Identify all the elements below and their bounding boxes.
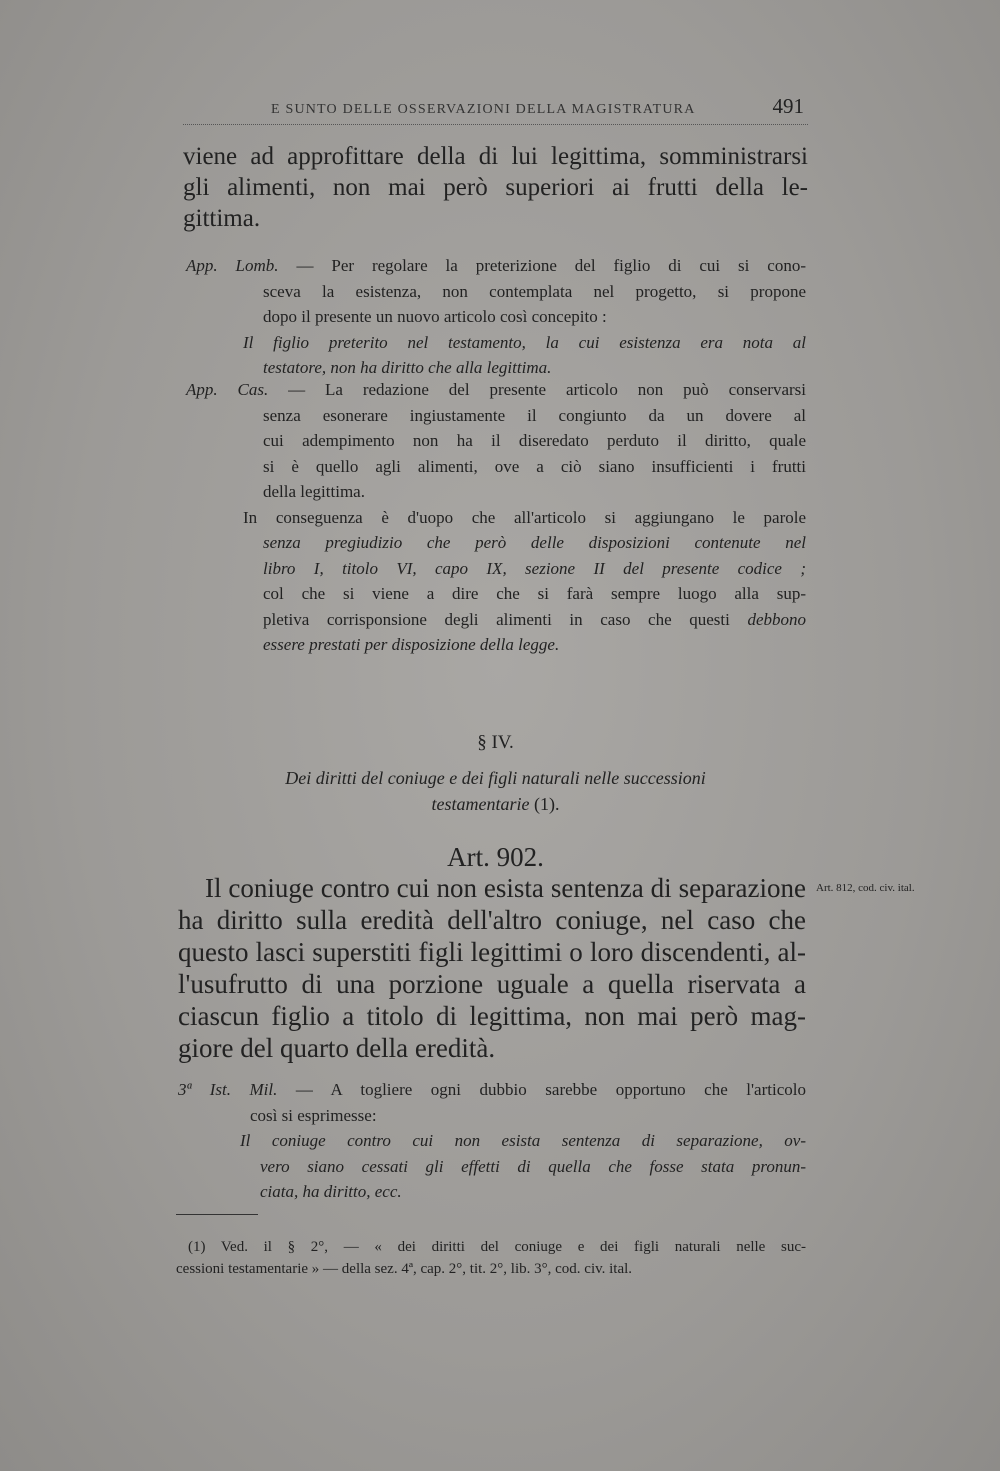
- source-label: App. Cas.: [186, 380, 269, 399]
- article-heading: Art. 902.: [447, 842, 544, 872]
- text-line: senza esonerare ingiustamente il congiunto da un dovere al: [263, 405, 806, 425]
- source-label: 3ª Ist. Mil.: [178, 1080, 278, 1099]
- text-line: questo lasci superstiti figli legittimi o loro discendenti, al-: [178, 937, 806, 967]
- section-title: [183, 765, 808, 817]
- text-line: col che si viene a dire che si farà sempre luogo alla sup-: [263, 584, 806, 603]
- footnote-line: (1) Ved. il § 2°, — « dei diritti del coniuge e dei figli naturali nelle suc-: [188, 1239, 806, 1255]
- quote-line: libro I, titolo VI, capo IX, sezione II del presente codice ;: [263, 558, 806, 578]
- text-line: sceva la esistenza, non contemplata nel progetto, si propone: [263, 281, 806, 301]
- quote-line: ciata, ha diritto, ecc.: [260, 1182, 402, 1201]
- text-run: debbono: [747, 609, 807, 629]
- text-run: pletiva corrisponsione degli alimenti in caso che questi: [263, 609, 730, 629]
- page-header: [183, 94, 808, 125]
- footnote-ref: (1).: [533, 794, 560, 814]
- text-line: Il coniuge contro cui non esista sentenza di separazione: [205, 873, 806, 903]
- text-line: così si esprimesse:: [250, 1105, 377, 1125]
- quote-line: essere prestati per disposizione della legge.: [263, 635, 560, 654]
- margin-note: Art. 812, cod. civ. ital.: [816, 882, 915, 894]
- text-line: ha diritto sulla eredità dell'altro coniuge, nel caso che: [178, 905, 806, 935]
- text-line: [186, 377, 806, 403]
- section-title-line: Dei diritti del coniuge e dei figli naturali nelle successioni: [285, 768, 706, 788]
- footnote: [176, 1236, 806, 1280]
- text-line: gli alimenti, non mai però superiori ai frutti della le-: [183, 174, 808, 201]
- running-title: E SUNTO DELLE OSSERVAZIONI DELLA MAGISTRATURA: [271, 102, 696, 117]
- text-line: ciascun figlio a titolo di legittima, non mai però mag-: [178, 1001, 806, 1031]
- text-line: giore del quarto della eredità.: [178, 1033, 496, 1063]
- text-line: cui adempimento non ha il diseredato perduto il diritto, quale: [263, 431, 806, 450]
- text-line: In conseguenza è d'uopo che all'articolo si aggiungano le parole: [243, 507, 806, 527]
- text-line: dopo il presente un nuovo articolo così concepito :: [263, 307, 607, 326]
- text-line: [186, 607, 806, 633]
- quote-line: Il coniuge contro cui non esista sentenza di separazione, ov-: [240, 1131, 806, 1150]
- quote-line: Il figlio preterito nel testamento, la cui esistenza era nota al: [243, 332, 806, 352]
- quote-line: testatore, non ha diritto che alla legittima.: [263, 358, 552, 377]
- text-line: si è quello agli alimenti, ove a ciò siano insufficienti i frutti: [263, 456, 806, 476]
- text-line: l'usufrutto di una porzione uguale a quella riservata a: [178, 969, 806, 999]
- text-line: gittima.: [183, 205, 261, 232]
- app-cas-paragraph: [186, 377, 806, 658]
- ist-mil-paragraph: [178, 1077, 806, 1205]
- top-paragraph: [183, 141, 808, 234]
- article-text: [178, 872, 806, 1064]
- app-lomb-paragraph: [186, 253, 806, 381]
- text-run: testamentarie: [431, 794, 530, 814]
- section-title-line: [183, 791, 808, 817]
- footnote-line: cessioni testamentarie » — della sez. 4ª, cap. 2°, tit. 2°, lib. 3°, cod. civ. ital.: [176, 1261, 633, 1277]
- text-line: viene ad approfittare della di lui legittima, somministrarsi: [183, 143, 808, 170]
- section-symbol: § IV.: [477, 732, 514, 753]
- source-label: App. Lomb.: [186, 256, 279, 275]
- page-number: 491: [772, 94, 804, 118]
- text-line: della legittima.: [263, 482, 365, 501]
- text-run: — Per regolare la preterizione del figlio di cui si cono-: [296, 256, 807, 275]
- footnote-rule: [176, 1214, 258, 1215]
- text-line: [186, 253, 806, 279]
- quote-line: vero siano cessati gli effetti di quella che fosse stata pronun-: [260, 1156, 806, 1176]
- text-line: [178, 1077, 806, 1103]
- text-run: — La redazione del presente articolo non può conservarsi: [288, 380, 806, 399]
- quote-line: senza pregiudizio che però delle disposizioni contenute nel: [263, 533, 806, 552]
- text-run: — A togliere ogni dubbio sarebbe opportuno che l'articolo: [295, 1080, 806, 1099]
